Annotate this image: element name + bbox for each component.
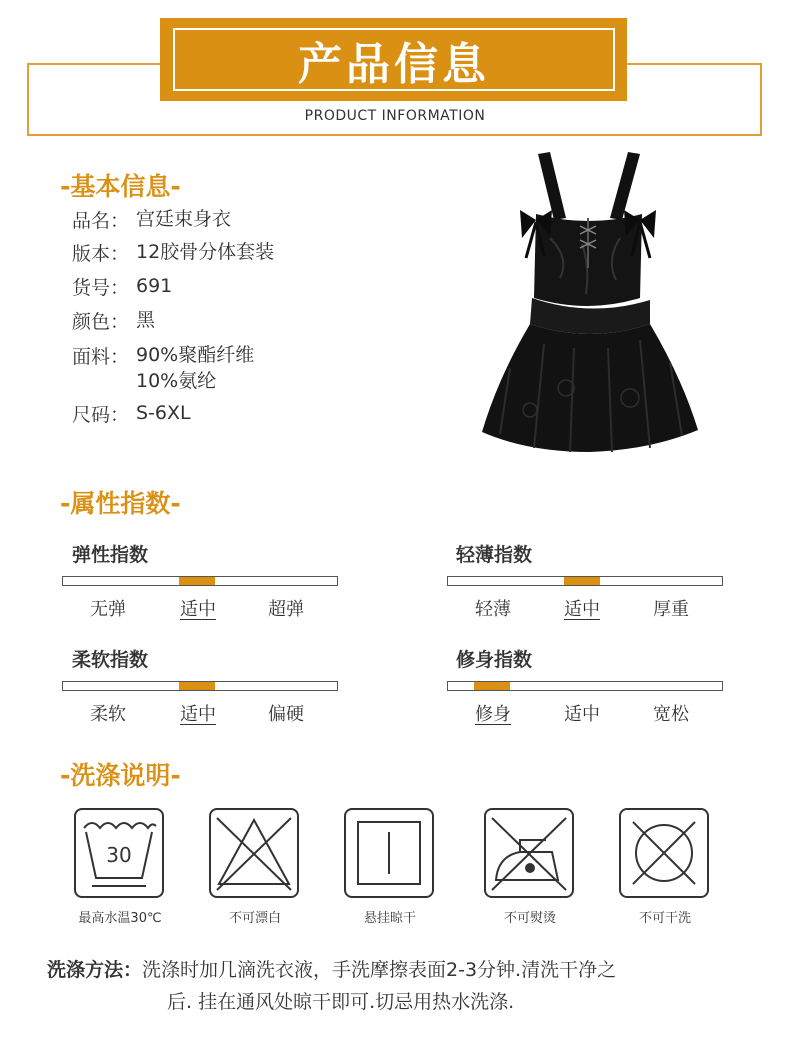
info-row-version — [72, 239, 274, 266]
attr-label: 适中 — [564, 704, 600, 725]
page-subtitle: PRODUCT INFORMATION — [304, 108, 486, 124]
info-value — [136, 342, 254, 394]
care-label: 最高水温30℃ — [78, 911, 162, 926]
wash-method-text-1: 洗涤时加几滴洗衣液，手洗摩擦表面2-3分钟.清洗干净之 — [142, 959, 617, 981]
page-title: 产品信息 — [298, 38, 490, 90]
care-label: 不可熨烫 — [503, 911, 556, 926]
attr-title-fit: 修身指数 — [456, 649, 533, 671]
info-value: S-6XL — [136, 402, 191, 424]
attr-bar-thickness — [447, 576, 723, 586]
fabric-line-2: 10%氨纶 — [136, 370, 217, 392]
info-key: 面料： — [72, 346, 130, 368]
info-value: 691 — [136, 275, 173, 297]
attr-bar-softness — [62, 681, 338, 691]
attr-label: 轻薄 — [475, 599, 511, 620]
care-label: 不可干洗 — [638, 911, 691, 926]
info-key: 货号： — [72, 277, 130, 299]
wash-method-key: 洗涤方法： — [47, 959, 143, 981]
attr-label: 超弹 — [268, 599, 304, 620]
care-label: 不可漂白 — [228, 911, 281, 926]
attr-label: 柔软 — [90, 704, 126, 725]
attr-title-thickness: 轻薄指数 — [456, 544, 533, 566]
info-row-fabric — [72, 342, 254, 394]
info-key: 尺码： — [72, 404, 130, 426]
info-key: 品名： — [72, 210, 130, 232]
attr-label: 无弹 — [90, 599, 126, 620]
attr-bar-elasticity — [62, 576, 338, 586]
attr-label-selected: 适中 — [564, 599, 600, 620]
attr-bar-fill — [564, 577, 600, 585]
wash-temp: 30 — [106, 843, 132, 867]
info-row-sku — [72, 273, 172, 300]
info-value: 宫廷束身衣 — [136, 208, 232, 230]
info-row-size — [72, 400, 191, 427]
basic-info-title: -基本信息- — [60, 172, 181, 201]
fabric-line-1: 90%聚酯纤维 — [136, 344, 255, 366]
no-bleach-icon — [209, 808, 299, 898]
attr-bar-fill — [179, 577, 215, 585]
info-key: 版本： — [72, 243, 130, 265]
attr-bar-fill — [179, 682, 215, 690]
no-dry-clean-icon — [619, 808, 709, 898]
info-value: 黑 — [136, 309, 156, 331]
info-value: 12胶骨分体套装 — [136, 241, 275, 263]
attr-label: 厚重 — [653, 599, 689, 620]
hang-dry-icon — [344, 808, 434, 898]
attr-label-selected: 适中 — [180, 599, 216, 620]
header-banner-inner — [173, 28, 615, 91]
attr-label-selected: 修身 — [475, 704, 511, 725]
wash-method-text-2: 后. 挂在通风处晾干即可.切忌用热水洗涤. — [167, 991, 515, 1013]
info-row-color — [72, 307, 155, 334]
wash-method-line-1 — [47, 954, 757, 986]
wash-tub-icon — [74, 808, 164, 898]
attr-label-selected: 适中 — [180, 704, 216, 725]
attr-title-elasticity: 弹性指数 — [72, 544, 149, 566]
attr-label: 宽松 — [653, 704, 689, 725]
attr-bar-fit — [447, 681, 723, 691]
info-key: 颜色： — [72, 311, 130, 333]
care-label: 悬挂晾干 — [363, 911, 416, 926]
attr-title-softness: 柔软指数 — [72, 649, 149, 671]
info-row-name — [72, 206, 231, 233]
attr-label: 偏硬 — [268, 704, 304, 725]
product-dress-image — [470, 148, 730, 458]
no-iron-icon — [484, 808, 574, 898]
wash-method — [47, 954, 757, 1018]
washing-title: -洗涤说明- — [60, 761, 181, 790]
attributes-title: -属性指数- — [60, 489, 181, 518]
attr-bar-fill — [474, 682, 510, 690]
